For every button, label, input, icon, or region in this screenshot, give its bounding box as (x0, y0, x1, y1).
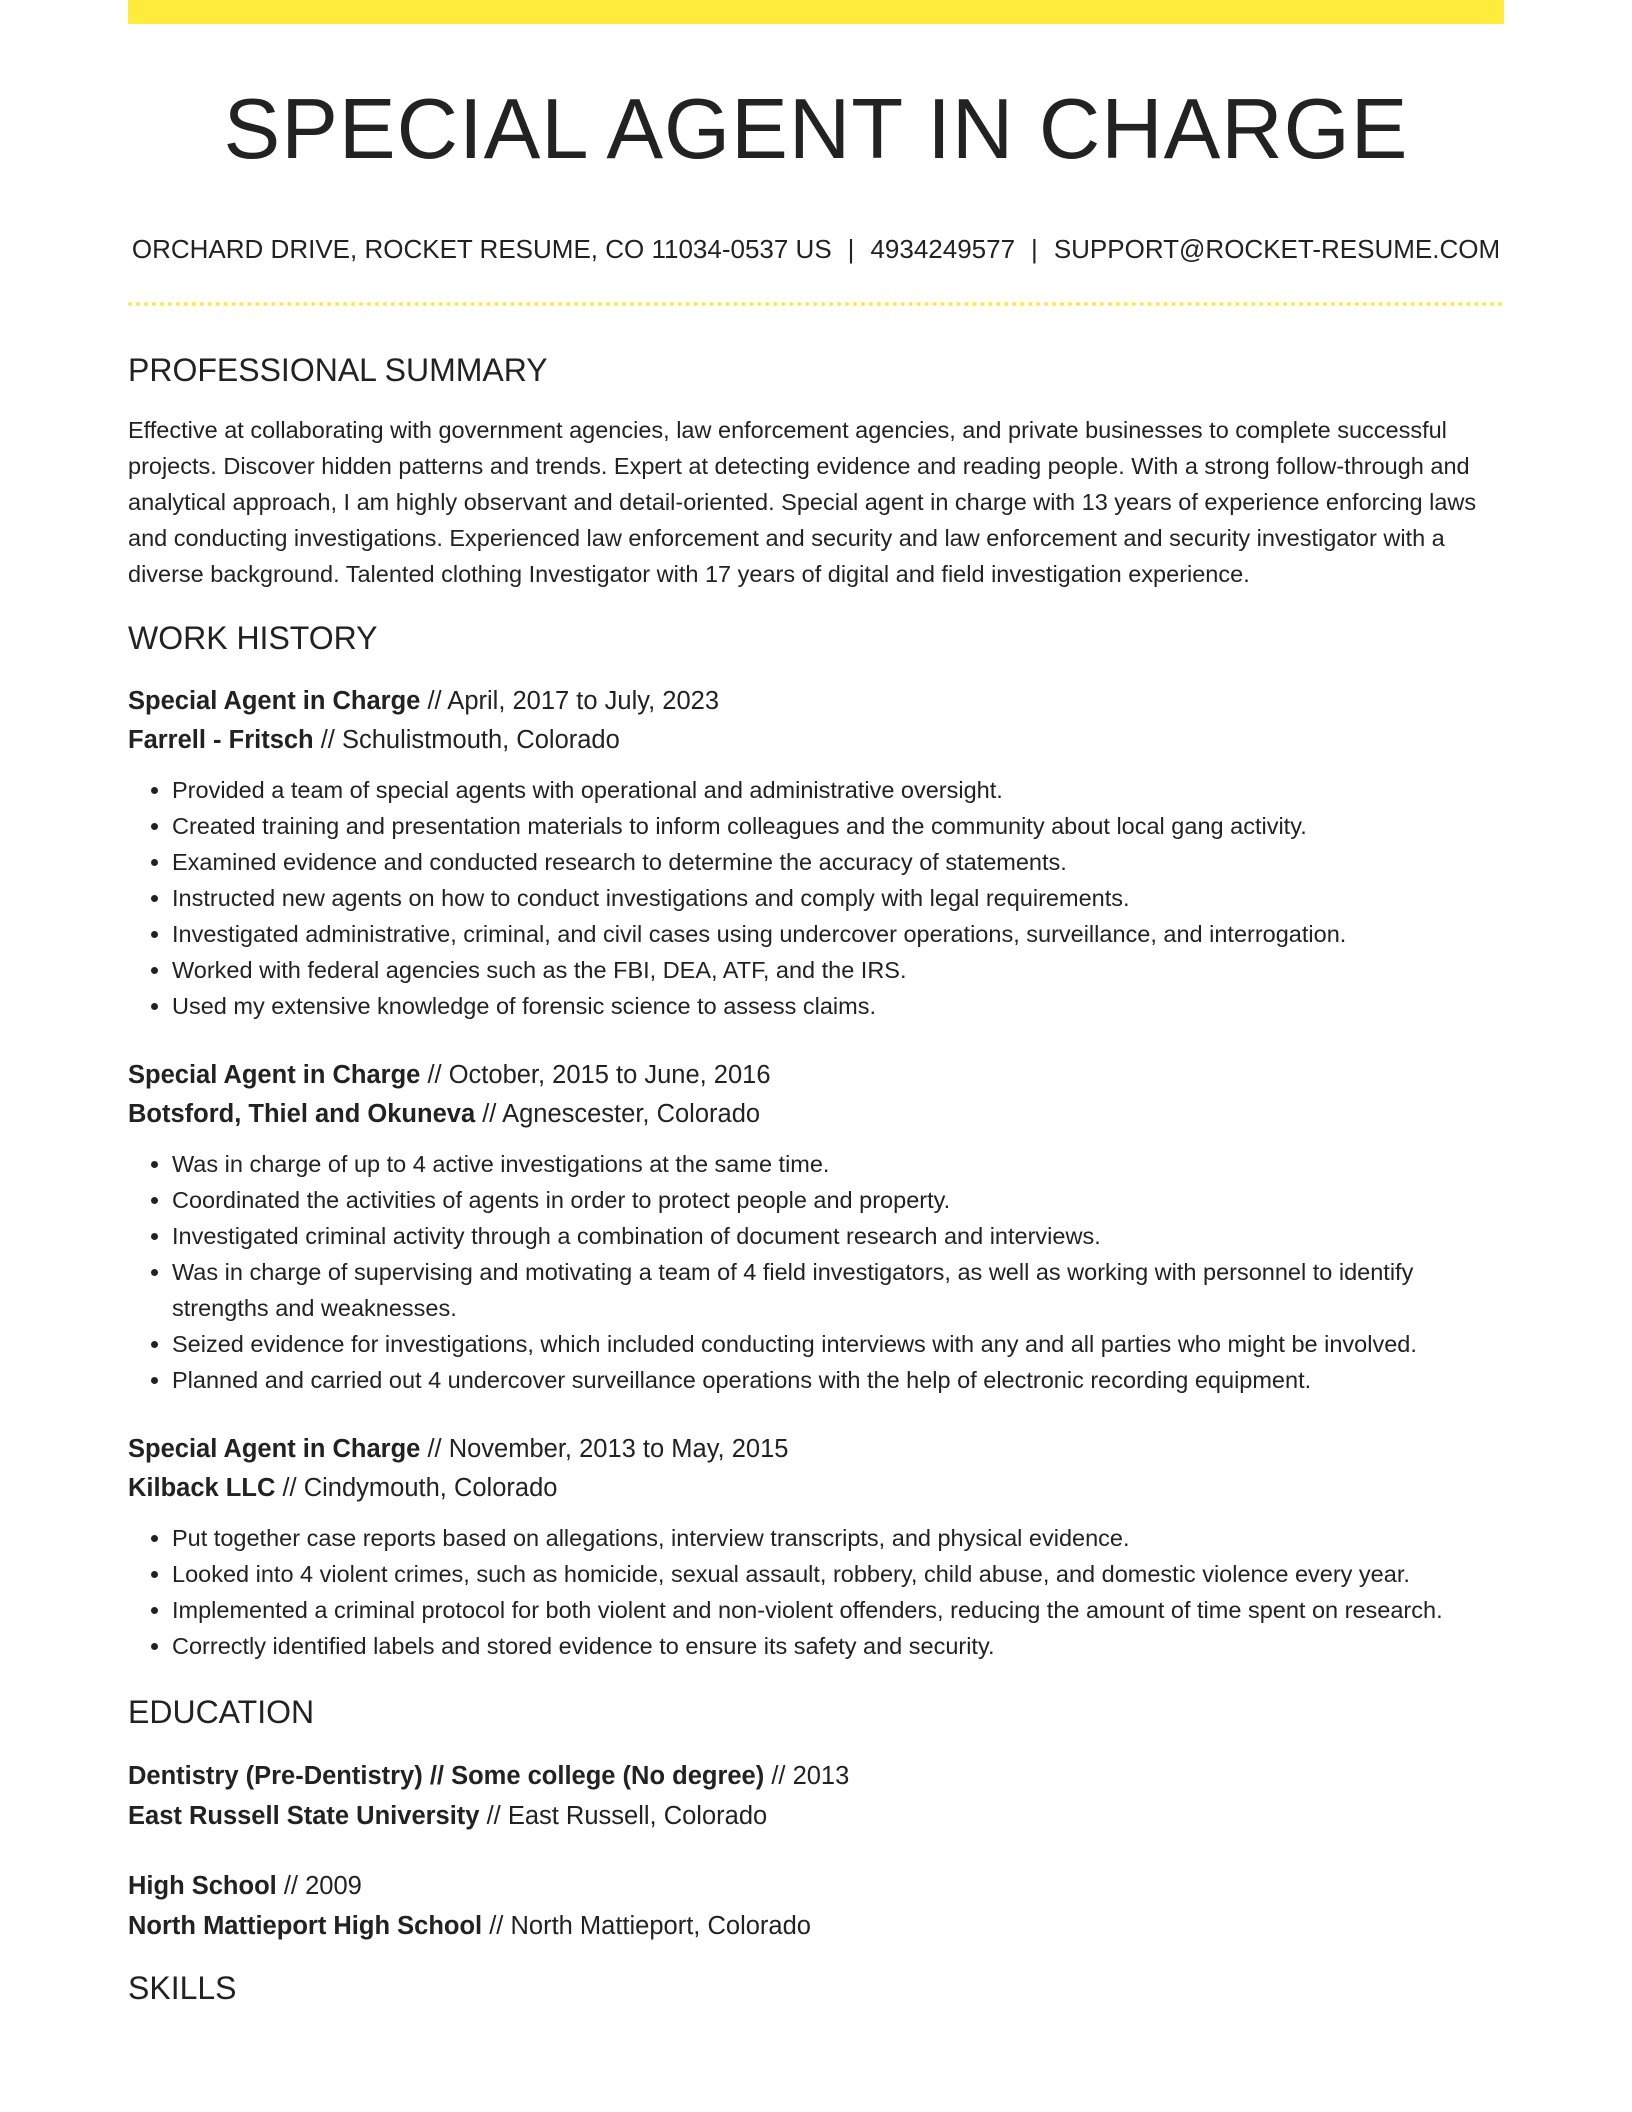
job-bullet: • Investigated administrative, criminal, and civil cases using undercover operations, surveillance, and interrogation. (172, 916, 1504, 952)
candidate-title: SPECIAL AGENT IN CHARGE (223, 82, 1409, 177)
job-company-line (128, 721, 1504, 760)
education-entry (128, 1756, 1504, 1836)
job-bullet: • Was in charge of up to 4 active investigations at the same time. (172, 1146, 1504, 1182)
job-bullet: • Looked into 4 violent crimes, such as homicide, sexual assault, robbery, child abuse, and domestic violence every year. (172, 1556, 1504, 1592)
contact-separator: | (847, 234, 855, 264)
education-school: North Mattieport High School (128, 1912, 483, 1940)
job-bullet: • Seized evidence for investigations, which included conducting interviews with any and all parties who might be involved. (172, 1326, 1504, 1362)
job-role: Special Agent in Charge (128, 1435, 421, 1463)
contact-separator: | (1031, 234, 1038, 264)
job-company: Botsford, Thiel and Okuneva (128, 1100, 476, 1128)
job-role: Special Agent in Charge (128, 1061, 421, 1089)
job-bullet: • Provided a team of special agents with operational and administrative oversight. (172, 772, 1504, 808)
job-entry (128, 1430, 1504, 1664)
section-title-work-history: WORK HISTORY (128, 620, 378, 656)
education-degree: Dentistry (Pre-Dentistry) // Some college (No degree) (128, 1762, 765, 1790)
job-company: Farrell - Fritsch (128, 726, 314, 754)
job-bullets (128, 1146, 1504, 1398)
job-location: // Agnescester, Colorado (475, 1100, 761, 1128)
contact-address: ORCHARD DRIVE, ROCKET RESUME, CO 11034-0537 US (131, 234, 832, 264)
resume-content (128, 24, 1504, 2008)
job-dates: // November, 2013 to May, 2015 (420, 1435, 789, 1463)
job-dates: // October, 2015 to June, 2016 (420, 1061, 771, 1089)
dotted-divider (128, 302, 1504, 306)
job-bullet: • Investigated criminal activity through a combination of document research and interviews. (172, 1218, 1504, 1254)
job-bullet: • Correctly identified labels and stored evidence to ensure its safety and security. (172, 1628, 1504, 1664)
job-bullet: • Used my extensive knowledge of forensic science to assess claims. (172, 988, 1504, 1024)
job-bullets (128, 1520, 1504, 1664)
accent-top-bar (128, 0, 1504, 24)
education-year: // 2013 (764, 1762, 850, 1790)
education-year: // 2009 (276, 1872, 362, 1900)
education-location: // North Mattieport, Colorado (482, 1912, 811, 1940)
job-dates: // April, 2017 to July, 2023 (420, 687, 720, 715)
job-bullet: • Implemented a criminal protocol for both violent and non-violent offenders, reducing the amount of time spent on research. (172, 1592, 1504, 1628)
education-degree-line (128, 1756, 1504, 1796)
education-entry (128, 1866, 1504, 1946)
job-entry (128, 682, 1504, 1024)
education-school: East Russell State University (128, 1802, 480, 1830)
job-bullet: • Planned and carried out 4 undercover surveillance operations with the help of electronic recording equipment. (172, 1362, 1504, 1398)
job-location: // Schulistmouth, Colorado (313, 726, 620, 754)
job-company-line (128, 1469, 1504, 1508)
job-bullets (128, 772, 1504, 1024)
job-role-line (128, 682, 1504, 721)
contact-email[interactable]: SUPPORT@ROCKET-RESUME.COM (1053, 234, 1501, 264)
education-location: // East Russell, Colorado (479, 1802, 768, 1830)
job-bullet: • Created training and presentation materials to inform colleagues and the community about local gang activity. (172, 808, 1504, 844)
education-school-line (128, 1906, 1504, 1946)
job-role-line (128, 1056, 1504, 1095)
job-company: Kilback LLC (128, 1474, 276, 1502)
job-bullet: • Instructed new agents on how to conduct investigations and comply with legal requirements. (172, 880, 1504, 916)
job-company-line (128, 1095, 1504, 1134)
section-title-skills: SKILLS (128, 1970, 237, 2006)
education-degree: High School (128, 1872, 277, 1900)
job-bullet: • Worked with federal agencies such as the FBI, DEA, ATF, and the IRS. (172, 952, 1504, 988)
job-bullet: • Examined evidence and conducted research to determine the accuracy of statements. (172, 844, 1504, 880)
contact-phone[interactable]: 4934249577 (870, 234, 1016, 264)
job-bullet: • Was in charge of supervising and motivating a team of 4 field investigators, as well as working with personnel to identify strengths and weaknesses. (172, 1254, 1504, 1326)
job-role-line (128, 1430, 1504, 1469)
education-school-line (128, 1796, 1504, 1836)
section-title-education: EDUCATION (128, 1694, 315, 1730)
job-location: // Cindymouth, Colorado (275, 1474, 558, 1502)
job-bullet: • Put together case reports based on allegations, interview transcripts, and physical evidence. (172, 1520, 1504, 1556)
section-title-summary: PROFESSIONAL SUMMARY (128, 352, 548, 388)
summary-text: Effective at collaborating with government agencies, law enforcement agencies, and private businesses to complete successful projects. Discover hidden patterns and trends. Expert at detecting evidence and reading people. With a strong follow-through and analytical approach, I am highly observant and detail-oriented. Special agent in charge with 13 years of experience enforcing laws and conducting investigations. Experienced law enforcement and security and law enforcement and security investigator with a diverse background. Talented clothing Investigator with 17 years of digital and field investigation experience. (128, 417, 1477, 587)
education-degree-line (128, 1866, 1504, 1906)
job-role: Special Agent in Charge (128, 687, 421, 715)
job-bullet: • Coordinated the activities of agents in order to protect people and property. (172, 1182, 1504, 1218)
contact-line (128, 234, 1504, 264)
job-entry (128, 1056, 1504, 1398)
